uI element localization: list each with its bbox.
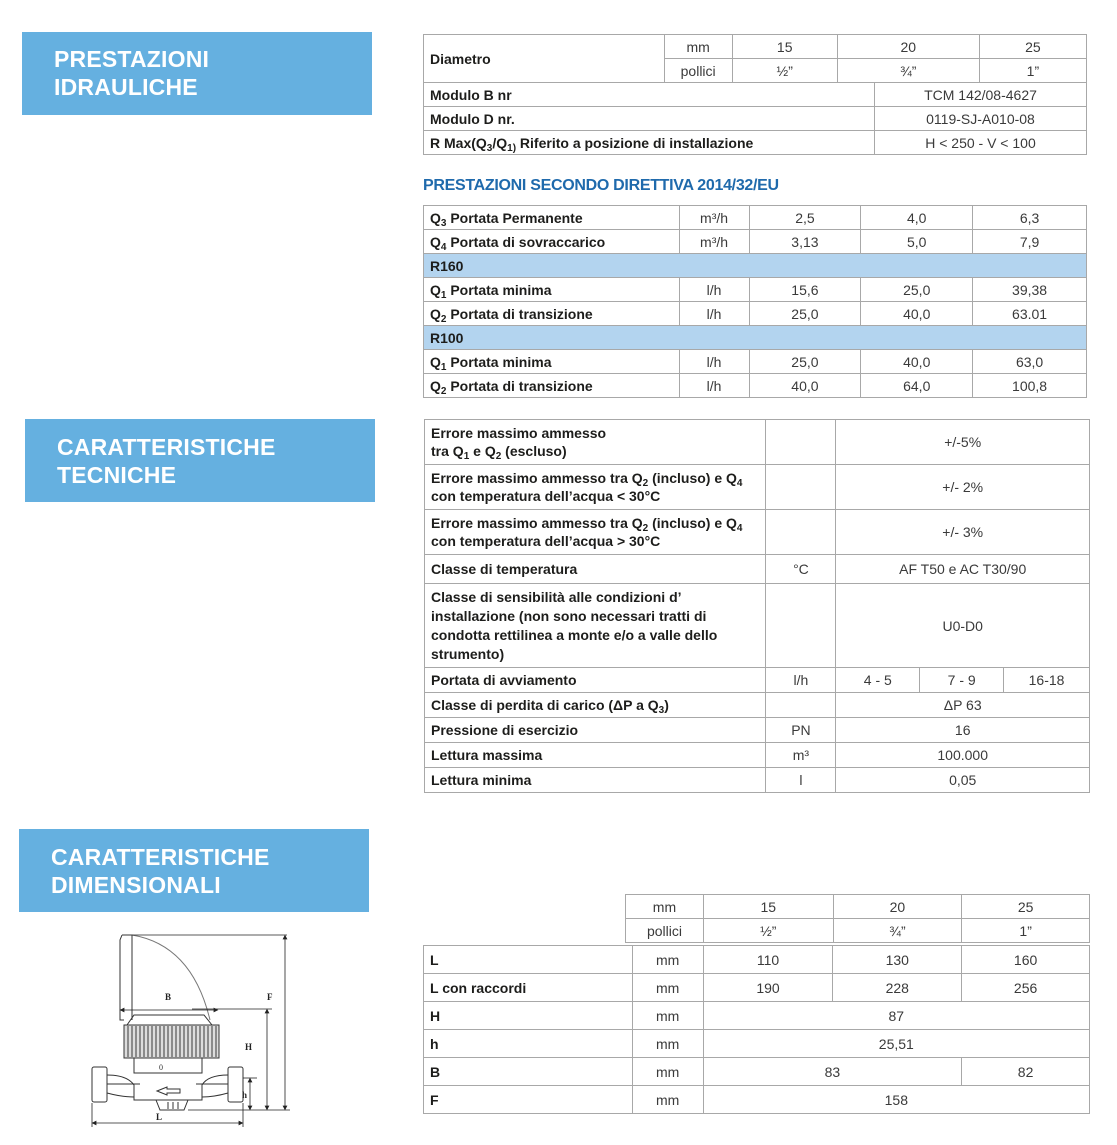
dim-size-three-quarter-inch: ¾” [833,919,962,943]
diametro-label: Diametro [424,35,665,83]
table-row [424,374,1087,398]
table-row [425,510,1090,555]
pressure-loss-label: Classe di perdita di carico (ΔP a $Q_3$) [425,693,766,718]
pressure-label: Pressione di esercizio [425,718,766,743]
table-row [424,206,1087,230]
dim-size-15: 15 [703,895,833,919]
table-row [424,350,1087,374]
err2-label: Errore massimo ammesso tra $Q_2$ (incluso) e $Q_4$ con temperatura dell’acqua < 30°C [425,465,766,510]
sensitivity-label: Classe di sensibilità alle condizioni d’ installazione (non sono necessari tratti di condotta rettilinea a monte e/o a valle dello strumento) [425,584,766,668]
startup-value-20: 7 - 9 [920,668,1004,693]
dim-B-25: 82 [962,1058,1090,1086]
r160-q1-value-20: 25,0 [861,278,973,302]
rmax-prefix: R Max(Q [430,134,487,151]
banner-line-2: IDRAULICHE [54,74,198,100]
unit-pollici: pollici [664,59,732,83]
r160-label: R160 [424,254,1087,278]
modulo-b-label: Modulo B nr [424,83,875,107]
q4-unit: m³/h [679,230,749,254]
sensitivity-value: U0-D0 [836,584,1090,668]
dim-L-raccordi-20: 228 [833,974,962,1002]
dim-B-15-20: 83 [703,1058,962,1086]
dim-L-raccordi-25: 256 [962,974,1090,1002]
dim-L-20: 130 [833,946,962,974]
dim-L-15: 110 [703,946,833,974]
q3-value-15: 2,5 [749,206,861,230]
banner-line-1: PRESTAZIONI [54,46,210,72]
banner-line-1: CARATTERISTICHE [51,844,270,870]
dim-unit-mm: mm [626,895,704,919]
hydraulic-performance-table [423,34,1087,155]
table-row [424,83,1087,107]
q4-label: $Q_4$ Portata di sovraccarico [424,230,680,254]
table-row [424,302,1087,326]
diagram-label-H: H [245,1042,253,1052]
r100-q2-value-25: 100,8 [973,374,1087,398]
max-read-unit: m³ [766,743,836,768]
table-row [424,1086,1090,1114]
r100-q1-label: $Q_1$ Portata minima [424,350,680,374]
diagram-label-F: F [267,992,273,1002]
diagram-label-L: L [156,1112,163,1122]
table-row [424,946,1090,974]
r100-q2-label: $Q_2$ Portata di transizione [424,374,680,398]
dim-F-label: F [424,1086,633,1114]
pressure-loss-value: ΔP 63 [836,693,1090,718]
table-row [424,1058,1090,1086]
r100-q2-unit: l/h [679,374,749,398]
r160-q1-label: $Q_1$ Portata minima [424,278,680,302]
table-row [425,465,1090,510]
r160-q1-value-25: 39,38 [973,278,1087,302]
r160-q2-value-25: 63.01 [973,302,1087,326]
r160-q2-value-15: 25,0 [749,302,861,326]
directive-table [423,205,1087,398]
dim-h-label: h [424,1030,633,1058]
table-row [424,1002,1090,1030]
err2-unit [766,465,836,510]
r160-q1-value-15: 15,6 [749,278,861,302]
dim-L-unit: mm [632,946,703,974]
dim-L-25: 160 [962,946,1090,974]
unit-mm: mm [664,35,732,59]
dim-F-unit: mm [632,1086,703,1114]
size-25: 25 [979,35,1086,59]
table-row [424,107,1087,131]
table-row [425,584,1090,668]
banner-line-2: TECNICHE [57,462,177,488]
temp-class-label: Classe di temperatura [425,555,766,584]
dimensions-header-table [625,894,1090,943]
table-row [425,718,1090,743]
r160-q2-label: $Q_2$ Portata di transizione [424,302,680,326]
section-banner-caratteristiche-dimensionali [19,829,369,912]
dim-size-one-inch: 1” [962,919,1090,943]
modulo-b-value: TCM 142/08-4627 [874,83,1086,107]
section-row-r160 [424,254,1087,278]
dim-size-25: 25 [962,895,1090,919]
table-row [424,35,1087,59]
table-row [424,278,1087,302]
q4-value-20: 5,0 [861,230,973,254]
err1-label: Errore massimo ammesso tra $Q_1$ e $Q_2$ (escluso) [425,420,766,465]
banner-line-1: CARATTERISTICHE [57,434,276,460]
startup-label: Portata di avviamento [425,668,766,693]
q4-value-25: 7,9 [973,230,1087,254]
r160-q1-unit: l/h [679,278,749,302]
table-row [626,895,1090,919]
dim-B-unit: mm [632,1058,703,1086]
table-row [424,1030,1090,1058]
startup-unit: l/h [766,668,836,693]
dim-L-label: L [424,946,633,974]
dim-unit-pollici: pollici [626,919,704,943]
rmax-value: H < 250 - V < 100 [874,131,1086,155]
dim-L-raccordi-unit: mm [632,974,703,1002]
dim-F-value: 158 [703,1086,1089,1114]
table-row [626,919,1090,943]
size-three-quarter-inch: ¾” [837,59,979,83]
r100-q1-unit: l/h [679,350,749,374]
temp-class-value: AF T50 e AC T30/90 [836,555,1090,584]
svg-text:0: 0 [159,1063,163,1072]
table-row [425,743,1090,768]
q4-value-15: 3,13 [749,230,861,254]
water-meter-dimension-diagram [62,925,312,1130]
table-row [424,131,1087,155]
r100-label: R100 [424,326,1087,350]
startup-value-25: 16-18 [1004,668,1090,693]
dim-size-half-inch: ½” [703,919,833,943]
dim-B-label: B [424,1058,633,1086]
dim-H-unit: mm [632,1002,703,1030]
table-row [425,420,1090,465]
dim-L-raccordi-label: L con raccordi [424,974,633,1002]
err1-value: +/-5% [836,420,1090,465]
err3-unit [766,510,836,555]
r100-q2-value-20: 64,0 [861,374,973,398]
startup-value-15: 4 - 5 [836,668,920,693]
pressure-unit: PN [766,718,836,743]
rmax-label: R $Max(Q_3/Q_{1)}$ Riferito a posizione di installazione [424,131,875,155]
table-row [425,693,1090,718]
dim-H-value: 87 [703,1002,1089,1030]
table-row [425,668,1090,693]
table-row [425,768,1090,793]
max-read-label: Lettura massima [425,743,766,768]
r100-q1-value-15: 25,0 [749,350,861,374]
err3-value: +/- 3% [836,510,1090,555]
r100-q2-value-15: 40,0 [749,374,861,398]
dim-size-20: 20 [833,895,962,919]
diagram-label-h: h [242,1090,248,1100]
sensitivity-unit [766,584,836,668]
size-20: 20 [837,35,979,59]
temp-class-unit: °C [766,555,836,584]
min-read-label: Lettura minima [425,768,766,793]
err1-unit [766,420,836,465]
min-read-value: 0,05 [836,768,1090,793]
pressure-loss-unit [766,693,836,718]
r100-q1-value-20: 40,0 [861,350,973,374]
r100-q1-value-25: 63,0 [973,350,1087,374]
q3-label: $Q_3$ Portata Permanente [424,206,680,230]
pressure-value: 16 [836,718,1090,743]
r160-q2-value-20: 40,0 [861,302,973,326]
modulo-d-label: Modulo D nr. [424,107,875,131]
section-banner-caratteristiche-tecniche [25,419,375,502]
err3-label: Errore massimo ammesso tra $Q_2$ (incluso) e $Q_4$ con temperatura dell’acqua > 30°C [425,510,766,555]
section-banner-prestazioni-idrauliche [22,32,372,115]
diagram-label-B: B [165,992,172,1002]
r160-q2-unit: l/h [679,302,749,326]
rmax-suffix: Riferito a posizione di installazione [516,134,754,151]
table-row [425,555,1090,584]
dim-h-unit: mm [632,1030,703,1058]
technical-characteristics-table [424,419,1090,793]
modulo-d-value: 0119-SJ-A010-08 [874,107,1086,131]
q3-value-25: 6,3 [973,206,1087,230]
dim-h-value: 25,51 [703,1030,1089,1058]
err2-value: +/- 2% [836,465,1090,510]
table-row [424,230,1087,254]
q3-unit: m³/h [679,206,749,230]
table-row [424,974,1090,1002]
min-read-unit: l [766,768,836,793]
section-row-r100 [424,326,1087,350]
dimensions-table [423,945,1090,1114]
dim-L-raccordi-15: 190 [703,974,833,1002]
size-15: 15 [732,35,837,59]
dim-H-label: H [424,1002,633,1030]
q3-value-20: 4,0 [861,206,973,230]
size-one-inch: 1” [979,59,1086,83]
size-half-inch: ½” [732,59,837,83]
directive-title: PRESTAZIONI SECONDO DIRETTIVA 2014/32/EU [423,177,779,194]
max-read-value: 100.000 [836,743,1090,768]
banner-line-2: DIMENSIONALI [51,872,221,898]
